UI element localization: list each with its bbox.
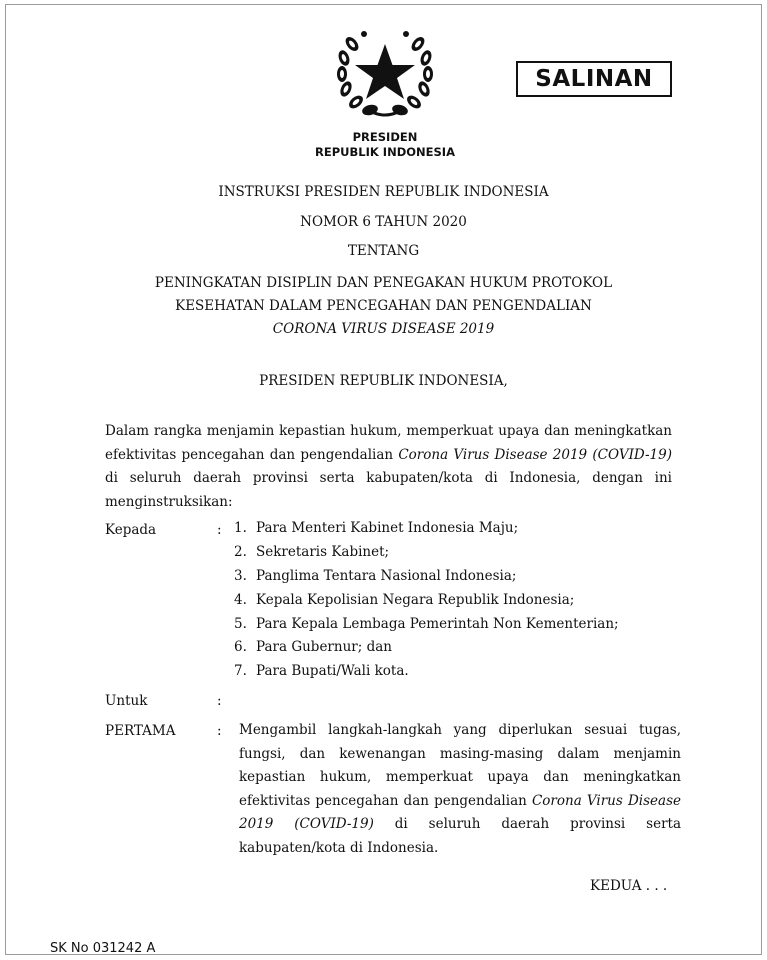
subject-line-1: PENINGKATAN DISIPLIN DAN PENEGAKAN HUKUM PROTOKOL: [154, 275, 613, 291]
list-item: 6. Para Gubernur; dan: [234, 639, 392, 656]
recipient-list: [234, 520, 619, 687]
signatory-heading: PRESIDEN REPUBLIK INDONESIA,: [259, 373, 508, 389]
list-item: 5. Para Kepala Lembaga Pemerintah Non Kementerian;: [234, 615, 619, 632]
subject-line-3: CORONA VIRUS DISEASE 2019: [272, 321, 495, 337]
list-item: 3. Panglima Tentara Nasional Indonesia;: [234, 567, 517, 584]
continuation-marker: KEDUA . . .: [590, 878, 668, 894]
subject-line-2: KESEHATAN DALAM PENCEGAHAN DAN PENGENDALIAN: [175, 298, 592, 314]
list-item: 1. Para Menteri Kabinet Indonesia Maju;: [234, 520, 519, 536]
garuda-emblem-icon: [332, 26, 438, 120]
issuer-country: REPUBLIK INDONESIA: [315, 145, 455, 159]
kepada-label: Kepada: [105, 522, 157, 538]
kepada-colon: :: [217, 522, 222, 538]
salinan-stamp: SALINAN: [516, 61, 672, 97]
untuk-colon: :: [217, 693, 222, 709]
list-item: 7. Para Bupati/Wali kota.: [234, 663, 409, 680]
list-item: 2. Sekretaris Kabinet;: [234, 543, 390, 560]
document-type: INSTRUKSI PRESIDEN REPUBLIK INDONESIA: [218, 184, 549, 200]
tentang-heading: TENTANG: [347, 243, 420, 259]
list-item: 4. Kepala Kepolisian Negara Republik Indonesia;: [234, 591, 575, 608]
sk-number: SK No 031242 A: [50, 941, 156, 956]
document-number: NOMOR 6 TAHUN 2020: [300, 214, 467, 230]
untuk-label: Untuk: [105, 693, 148, 709]
pertama-label: PERTAMA: [105, 723, 176, 739]
issuer-title: PRESIDEN: [352, 130, 418, 144]
preamble-paragraph: Dalam rangka menjamin kepastian hukum, memperkuat upaya dan meningkatkan efektivitas pencegahan dan pengendalian Corona Virus Disease 2019 (COVID-19) di seluruh daerah provinsi serta kabupaten/kota di Indonesia, dengan ini menginstruksikan:: [105, 423, 672, 510]
pertama-colon: :: [217, 723, 222, 739]
pertama-paragraph: Mengambil langkah-langkah yang diperlukan sesuai tugas, fungsi, dan kewenangan masing-masing dalam menjamin kepastian hukum, memperkuat upaya dan meningkatkan efektivitas pencegahan dan pengendalian Corona Virus Disease 2019 (COVID-19) di seluruh daerah provinsi serta kabupaten/kota di Indonesia.: [239, 722, 682, 856]
